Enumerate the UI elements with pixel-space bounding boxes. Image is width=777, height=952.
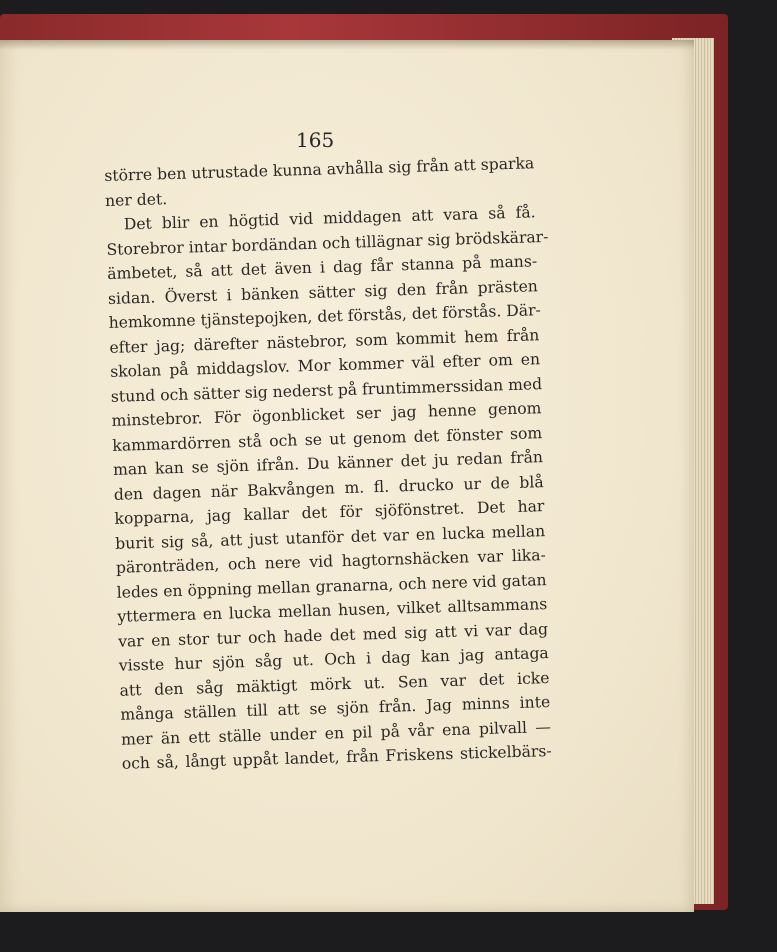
text-line: kammardörren stå och se ut genom det fönster som [112, 423, 543, 455]
text-line: den dagen när Bakvången m. fl. drucko ur de blå [113, 472, 544, 504]
text-line: minstebror. För ögonblicket ser jag henne genom [111, 399, 542, 430]
body-text [104, 151, 552, 776]
text-line: burit sig så, att just utanför det var en lucka mellan [114, 521, 546, 553]
text-line: sidan. Överst i bänken sätter sig den från prästen [107, 276, 539, 308]
text-line: mer än ett ställe under en pil på vår ena pilvall — [120, 717, 552, 749]
text-line: skolan på middagslov. Mor kommer väl efter om en [109, 350, 541, 381]
page-number: 165 [296, 128, 335, 152]
text-line: var en stor tur och hade det med sig att vi var dag [117, 619, 549, 651]
text-line: att den såg mäktigt mörk ut. Sen var det icke [119, 668, 550, 700]
text-line: många ställen till att se sjön från. Jag minns inte [120, 693, 551, 724]
text-line: ledes en öppning mellan granarna, och nere vid gatan [116, 570, 547, 602]
text-line: päronträden, och nere vid hagtornshäcken var lika- [115, 546, 547, 577]
text-line: Storebror intar bordändan och tillägnar sig brödskärar- [106, 227, 549, 259]
text-line: kopparna, jag kallar det för sjöfönstret. Det har [114, 497, 545, 528]
text-line: yttermera en lucka mellan husen, vilket alltsammans [117, 595, 548, 626]
text-line: man kan se sjön ifrån. Du känner det ju redan från [112, 448, 544, 479]
text-line: Det blir en högtid vid middagen att vara så få. [123, 203, 536, 234]
text-line: efter jag; därefter nästebror, som kommit hem från [109, 325, 540, 357]
page-top-shadow [0, 40, 694, 50]
text-line: hemkomne tjänstepojken, det förstås, det förstås. Där- [108, 301, 542, 332]
text-line: ämbetet, så att det även i dag får stanna på mans- [106, 252, 538, 283]
text-line: ner det. [104, 189, 168, 210]
text-line: stund och sätter sig nederst på fruntimmerssidan med [110, 374, 543, 406]
text-line: större ben utrustade kunna avhålla sig från att sparka [104, 154, 535, 185]
text-line: visste hur sjön såg ut. Och i dag kan jag antaga [118, 644, 549, 675]
text-line: och så, långt uppåt landet, från Friskens stickelbärs- [121, 741, 552, 773]
